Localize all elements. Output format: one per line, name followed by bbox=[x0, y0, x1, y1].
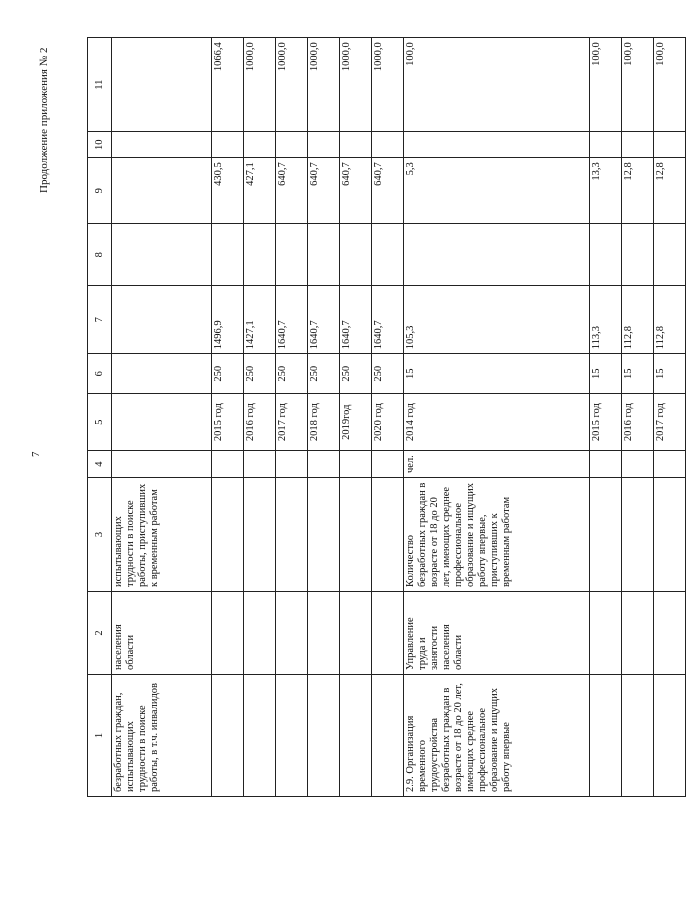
table-cell-c11: 1000,0 bbox=[308, 38, 340, 132]
table-cell-c7: 112,8 bbox=[654, 286, 686, 354]
col-header: 11 bbox=[88, 38, 112, 132]
table-cell-c10 bbox=[654, 132, 686, 158]
table-cell-c3 bbox=[622, 478, 654, 592]
table-cell-c5: 2019год bbox=[340, 394, 372, 451]
table-cell-c7: 1640,7 bbox=[308, 286, 340, 354]
table-cell-c4 bbox=[372, 451, 404, 478]
table-cell-c9: 12,8 bbox=[622, 158, 654, 224]
table-cell-c3 bbox=[212, 478, 244, 592]
table-cell-c3 bbox=[308, 478, 340, 592]
col-header: 5 bbox=[88, 394, 112, 451]
table-cell-c11: 1000,0 bbox=[372, 38, 404, 132]
table-cell-c8 bbox=[404, 224, 590, 286]
table-cell-c11: 100,0 bbox=[654, 38, 686, 132]
table-cell-c6: 250 bbox=[276, 354, 308, 394]
table-cell-c5: 2014 год bbox=[404, 394, 590, 451]
table-row bbox=[372, 38, 404, 797]
table-cell-c3 bbox=[276, 478, 308, 592]
table-cell-c3: Количество безработных граждан в возрасте от 18 до 20 лет, имеющих среднее профессиональное образование и ищущих работу впервые, приступивших к временным работам bbox=[404, 478, 590, 592]
table-cell-c2: Управление труда и занятости населения области bbox=[404, 592, 590, 675]
table-cell-c10 bbox=[590, 132, 622, 158]
col-header: 1 bbox=[88, 675, 112, 797]
table-cell-c4 bbox=[112, 451, 212, 478]
table-cell-c10 bbox=[112, 132, 212, 158]
page-number: 7 bbox=[30, 451, 42, 457]
table-cell-c8 bbox=[276, 224, 308, 286]
table-row bbox=[308, 38, 340, 797]
col-header: 8 bbox=[88, 224, 112, 286]
table-cell-c10 bbox=[276, 132, 308, 158]
table-cell-c1: 2.9. Организация временного трудоустройства безработных граждан в возрасте от 18 до 20 лет, имеющих среднее профессиональное образование и ищущих работу впервые bbox=[404, 675, 590, 797]
table-cell-c2 bbox=[590, 592, 622, 675]
table-cell-c11: 1000,0 bbox=[340, 38, 372, 132]
table-cell-c3: испытывающих трудности в поиске работы, приступивших к временным работам bbox=[112, 478, 212, 592]
table-cell-c2: населения области bbox=[112, 592, 212, 675]
table-cell-c2 bbox=[244, 592, 276, 675]
col-header: 4 bbox=[88, 451, 112, 478]
table-cell-c4 bbox=[308, 451, 340, 478]
col-header: 9 bbox=[88, 158, 112, 224]
table-cell-c5: 2016 год bbox=[244, 394, 276, 451]
table-cell-c4 bbox=[244, 451, 276, 478]
table-cell-c6: 15 bbox=[622, 354, 654, 394]
table-cell-c9: 640,7 bbox=[372, 158, 404, 224]
table-cell-c8 bbox=[112, 224, 212, 286]
table-cell-c9: 427,1 bbox=[244, 158, 276, 224]
table-cell-c9: 12,8 bbox=[654, 158, 686, 224]
table-cell-c9: 640,7 bbox=[308, 158, 340, 224]
program-table bbox=[87, 37, 686, 797]
table-cell-c1 bbox=[212, 675, 244, 797]
table-cell-c2 bbox=[276, 592, 308, 675]
table-cell-c1 bbox=[622, 675, 654, 797]
table-cell-c11: 1000,0 bbox=[244, 38, 276, 132]
table-cell-c1 bbox=[372, 675, 404, 797]
table-cell-c8 bbox=[244, 224, 276, 286]
table-cell-c10 bbox=[212, 132, 244, 158]
table-cell-c11: 100,0 bbox=[590, 38, 622, 132]
table-cell-c2 bbox=[340, 592, 372, 675]
table-cell-c6 bbox=[112, 354, 212, 394]
table-cell-c10 bbox=[404, 132, 590, 158]
table-row bbox=[340, 38, 372, 797]
table-cell-c10 bbox=[340, 132, 372, 158]
col-header: 3 bbox=[88, 478, 112, 592]
table-cell-c1 bbox=[244, 675, 276, 797]
table-cell-c7: 1427,1 bbox=[244, 286, 276, 354]
table-cell-c10 bbox=[372, 132, 404, 158]
column-number-row bbox=[88, 38, 112, 797]
table-cell-c9: 430,5 bbox=[212, 158, 244, 224]
table-cell-c10 bbox=[308, 132, 340, 158]
table-cell-c11: 1066,4 bbox=[212, 38, 244, 132]
table-cell-c3 bbox=[654, 478, 686, 592]
table-cell-c1: безработных граждан, испытывающих трудности в поиске работы, в т.ч. инвалидов bbox=[112, 675, 212, 797]
table-cell-c6: 15 bbox=[590, 354, 622, 394]
table-cell-c10 bbox=[244, 132, 276, 158]
table-cell-c7: 1640,7 bbox=[340, 286, 372, 354]
table-cell-c4 bbox=[622, 451, 654, 478]
table-cell-c7 bbox=[112, 286, 212, 354]
table-cell-c8 bbox=[654, 224, 686, 286]
table-cell-c2 bbox=[308, 592, 340, 675]
table-cell-c11 bbox=[112, 38, 212, 132]
table-cell-c11: 100,0 bbox=[622, 38, 654, 132]
table-cell-c8 bbox=[590, 224, 622, 286]
table-row bbox=[654, 38, 686, 797]
table-cell-c8 bbox=[622, 224, 654, 286]
table-cell-c3 bbox=[372, 478, 404, 592]
table-cell-c5: 2017 год bbox=[276, 394, 308, 451]
table-cell-c5: 2016 год bbox=[622, 394, 654, 451]
col-header: 10 bbox=[88, 132, 112, 158]
table-row bbox=[244, 38, 276, 797]
table-cell-c2 bbox=[372, 592, 404, 675]
table-cell-c9 bbox=[112, 158, 212, 224]
table-cell-c5: 2015 год bbox=[212, 394, 244, 451]
table-cell-c6: 250 bbox=[372, 354, 404, 394]
table-cell-c9: 13,3 bbox=[590, 158, 622, 224]
table-cell-c7: 1496,9 bbox=[212, 286, 244, 354]
table-cell-c7: 112,8 bbox=[622, 286, 654, 354]
table-cell-c8 bbox=[372, 224, 404, 286]
table-cell-c5: 2020 год bbox=[372, 394, 404, 451]
table-cell-c6: 250 bbox=[308, 354, 340, 394]
table-cell-c8 bbox=[340, 224, 372, 286]
col-header: 2 bbox=[88, 592, 112, 675]
table-cell-c3 bbox=[340, 478, 372, 592]
table-cell-c4: чел. bbox=[404, 451, 590, 478]
table-cell-c6: 250 bbox=[212, 354, 244, 394]
table-cell-c7: 113,3 bbox=[590, 286, 622, 354]
table-cell-c11: 100,0 bbox=[404, 38, 590, 132]
table-cell-c7: 105,3 bbox=[404, 286, 590, 354]
table-cell-c1 bbox=[308, 675, 340, 797]
table-cell-c6: 250 bbox=[340, 354, 372, 394]
table-cell-c5: 2015 год bbox=[590, 394, 622, 451]
table-cell-c7: 1640,7 bbox=[372, 286, 404, 354]
table-cell-c3 bbox=[590, 478, 622, 592]
table-cell-c5 bbox=[112, 394, 212, 451]
table-cell-c3 bbox=[244, 478, 276, 592]
table-cell-c4 bbox=[590, 451, 622, 478]
table-cell-c1 bbox=[340, 675, 372, 797]
table-cell-c9: 640,7 bbox=[276, 158, 308, 224]
table-row bbox=[276, 38, 308, 797]
table-cell-c1 bbox=[276, 675, 308, 797]
table-cell-c2 bbox=[212, 592, 244, 675]
table-row bbox=[212, 38, 244, 797]
table-cell-c4 bbox=[654, 451, 686, 478]
appendix-continuation-note: Продолжение приложения № 2 bbox=[38, 47, 50, 193]
table-cell-c8 bbox=[212, 224, 244, 286]
table-cell-c7: 1640,7 bbox=[276, 286, 308, 354]
table-row bbox=[404, 38, 590, 797]
table-cell-c5: 2017 год bbox=[654, 394, 686, 451]
table-cell-c2 bbox=[622, 592, 654, 675]
table-cell-c6: 15 bbox=[404, 354, 590, 394]
table-cell-c8 bbox=[308, 224, 340, 286]
col-header: 6 bbox=[88, 354, 112, 394]
table-cell-c5: 2018 год bbox=[308, 394, 340, 451]
table-cell-c1 bbox=[654, 675, 686, 797]
table-cell-c6: 15 bbox=[654, 354, 686, 394]
col-header: 7 bbox=[88, 286, 112, 354]
table-cell-c10 bbox=[622, 132, 654, 158]
table-cell-c11: 1000,0 bbox=[276, 38, 308, 132]
table-cell-c9: 5,3 bbox=[404, 158, 590, 224]
table-row bbox=[622, 38, 654, 797]
table-cell-c6: 250 bbox=[244, 354, 276, 394]
table-cell-c9: 640,7 bbox=[340, 158, 372, 224]
table-cell-c1 bbox=[590, 675, 622, 797]
table-row bbox=[112, 38, 212, 797]
table-cell-c4 bbox=[212, 451, 244, 478]
table-cell-c2 bbox=[654, 592, 686, 675]
table-row bbox=[590, 38, 622, 797]
table-cell-c4 bbox=[276, 451, 308, 478]
table-cell-c4 bbox=[340, 451, 372, 478]
